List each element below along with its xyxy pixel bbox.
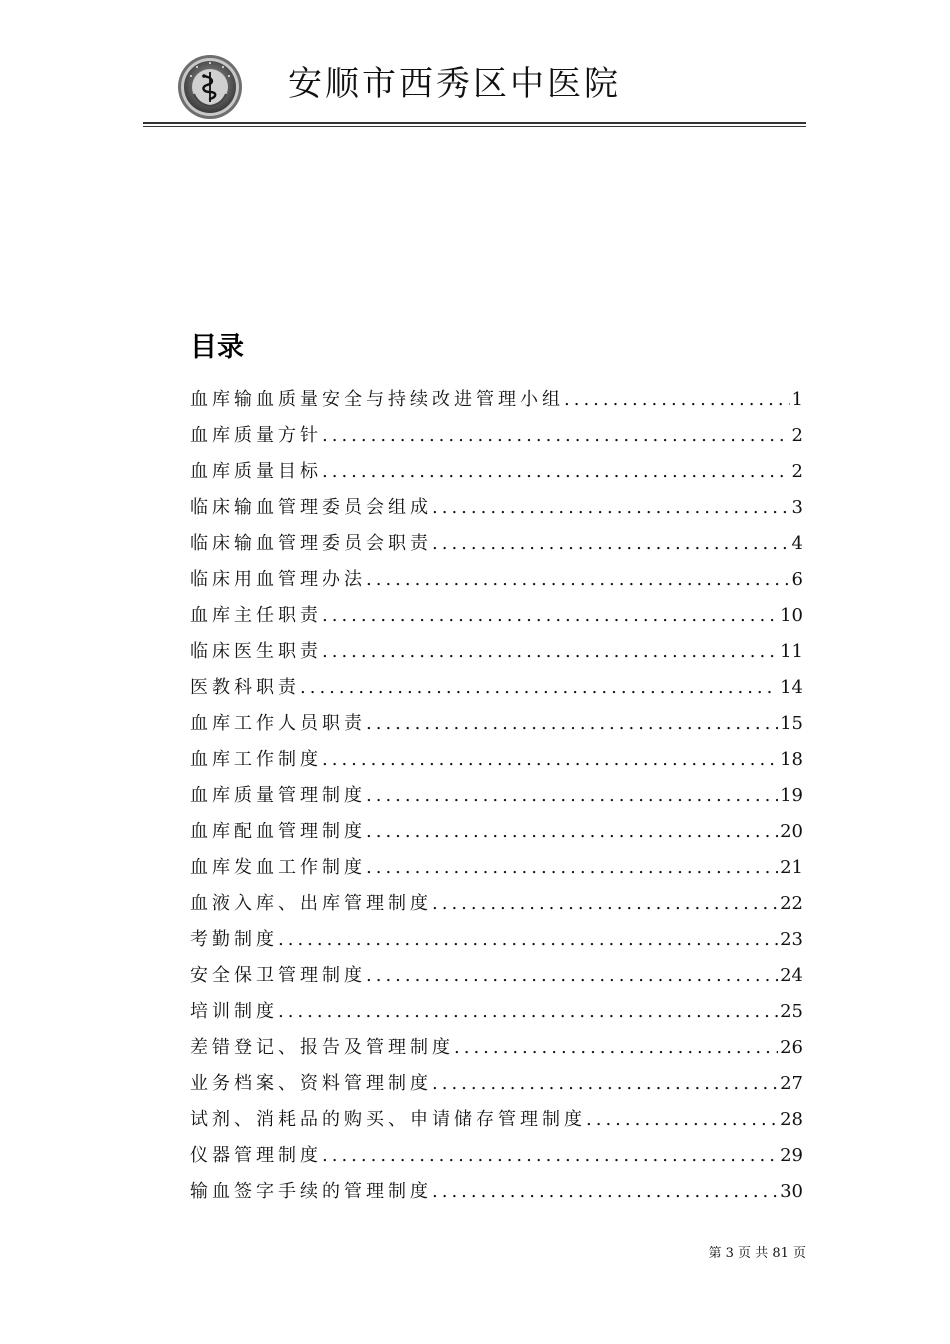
toc-entry-page: 6	[791, 569, 803, 590]
toc-entry-title: 试剂、消耗品的购买、申请储存管理制度	[190, 1109, 586, 1130]
dot-leader	[432, 490, 790, 526]
toc-entry-page: 21	[780, 857, 803, 878]
toc-entry[interactable]	[190, 1102, 803, 1138]
toc-entry-page: 24	[780, 965, 803, 986]
toc-heading: 目录	[190, 332, 244, 363]
toc-entry-page: 1	[791, 389, 803, 410]
toc-entry[interactable]	[190, 706, 803, 742]
toc-entry-title: 血库配血管理制度	[190, 821, 366, 842]
dot-leader	[432, 1066, 778, 1102]
toc-entry[interactable]	[190, 1030, 803, 1066]
toc-entry[interactable]	[190, 1066, 803, 1102]
dot-leader	[300, 670, 778, 706]
hospital-name-header: 安顺市西秀区中医院	[288, 64, 621, 104]
table-of-contents	[190, 382, 803, 1210]
toc-entry-title: 医教科职责	[190, 677, 300, 698]
page-number-footer: 第 3 页 共 81 页	[708, 1246, 806, 1261]
dot-leader	[366, 814, 778, 850]
toc-entry-page: 2	[791, 425, 803, 446]
hospital-seal-logo-icon	[177, 54, 243, 120]
toc-entry[interactable]	[190, 886, 803, 922]
toc-entry-page: 25	[780, 1001, 803, 1022]
toc-entry[interactable]	[190, 382, 803, 418]
toc-entry-title: 仪器管理制度	[190, 1145, 322, 1166]
toc-entry-title: 培训制度	[190, 1001, 278, 1022]
toc-entry[interactable]	[190, 490, 803, 526]
toc-entry[interactable]	[190, 922, 803, 958]
toc-entry[interactable]	[190, 526, 803, 562]
toc-entry-page: 22	[780, 893, 803, 914]
toc-entry[interactable]	[190, 670, 803, 706]
dot-leader	[366, 850, 778, 886]
toc-entry-title: 血库输血质量安全与持续改进管理小组	[190, 389, 564, 410]
header-divider-thick	[143, 122, 806, 124]
toc-entry[interactable]	[190, 994, 803, 1030]
toc-entry-page: 20	[780, 821, 803, 842]
toc-entry-page: 2	[791, 461, 803, 482]
dot-leader	[322, 418, 790, 454]
toc-entry[interactable]	[190, 418, 803, 454]
toc-entry-title: 业务档案、资料管理制度	[190, 1073, 432, 1094]
toc-entry-title: 安全保卫管理制度	[190, 965, 366, 986]
toc-entry[interactable]	[190, 562, 803, 598]
dot-leader	[366, 958, 778, 994]
toc-entry[interactable]	[190, 1174, 803, 1210]
toc-entry-page: 4	[791, 533, 803, 554]
toc-entry-page: 28	[780, 1109, 803, 1130]
dot-leader	[322, 634, 778, 670]
toc-entry-page: 30	[780, 1181, 803, 1202]
toc-entry-title: 血库工作制度	[190, 749, 322, 770]
header-divider-thin	[143, 126, 806, 127]
toc-entry-title: 血库质量目标	[190, 461, 322, 482]
toc-entry[interactable]	[190, 598, 803, 634]
toc-entry-page: 19	[780, 785, 803, 806]
toc-entry-title: 临床医生职责	[190, 641, 322, 662]
toc-entry[interactable]	[190, 742, 803, 778]
dot-leader	[322, 454, 790, 490]
toc-entry-title: 血库工作人员职责	[190, 713, 366, 734]
toc-entry-title: 血液入库、出库管理制度	[190, 893, 432, 914]
toc-entry-page: 18	[780, 749, 803, 770]
dot-leader	[564, 382, 790, 418]
toc-entry-title: 血库质量方针	[190, 425, 322, 446]
toc-entry-title: 临床输血管理委员会职责	[190, 533, 432, 554]
toc-entry-title: 血库质量管理制度	[190, 785, 366, 806]
dot-leader	[432, 886, 778, 922]
toc-entry-title: 临床用血管理办法	[190, 569, 366, 590]
toc-entry-page: 11	[780, 641, 803, 662]
toc-entry-title: 血库主任职责	[190, 605, 322, 626]
toc-entry-title: 血库发血工作制度	[190, 857, 366, 878]
toc-entry[interactable]	[190, 454, 803, 490]
dot-leader	[322, 598, 778, 634]
toc-entry-title: 临床输血管理委员会组成	[190, 497, 432, 518]
dot-leader	[366, 778, 778, 814]
toc-entry-page: 14	[780, 677, 803, 698]
dot-leader	[432, 1174, 778, 1210]
toc-entry-page: 26	[780, 1037, 803, 1058]
dot-leader	[278, 922, 778, 958]
dot-leader	[432, 526, 790, 562]
toc-entry-title: 差错登记、报告及管理制度	[190, 1037, 454, 1058]
dot-leader	[322, 742, 778, 778]
toc-entry-page: 15	[780, 713, 803, 734]
toc-entry-title: 输血签字手续的管理制度	[190, 1181, 432, 1202]
dot-leader	[586, 1102, 778, 1138]
toc-entry-page: 27	[780, 1073, 803, 1094]
toc-entry-page: 23	[780, 929, 803, 950]
dot-leader	[278, 994, 778, 1030]
toc-entry[interactable]	[190, 850, 803, 886]
toc-entry-page: 29	[780, 1145, 803, 1166]
toc-entry[interactable]	[190, 814, 803, 850]
toc-entry[interactable]	[190, 778, 803, 814]
dot-leader	[322, 1138, 778, 1174]
toc-entry[interactable]	[190, 634, 803, 670]
toc-entry-page: 3	[791, 497, 803, 518]
toc-entry[interactable]	[190, 958, 803, 994]
toc-entry[interactable]	[190, 1138, 803, 1174]
dot-leader	[454, 1030, 778, 1066]
toc-entry-title: 考勤制度	[190, 929, 278, 950]
dot-leader	[366, 706, 778, 742]
toc-entry-page: 10	[780, 605, 803, 626]
dot-leader	[366, 562, 790, 598]
